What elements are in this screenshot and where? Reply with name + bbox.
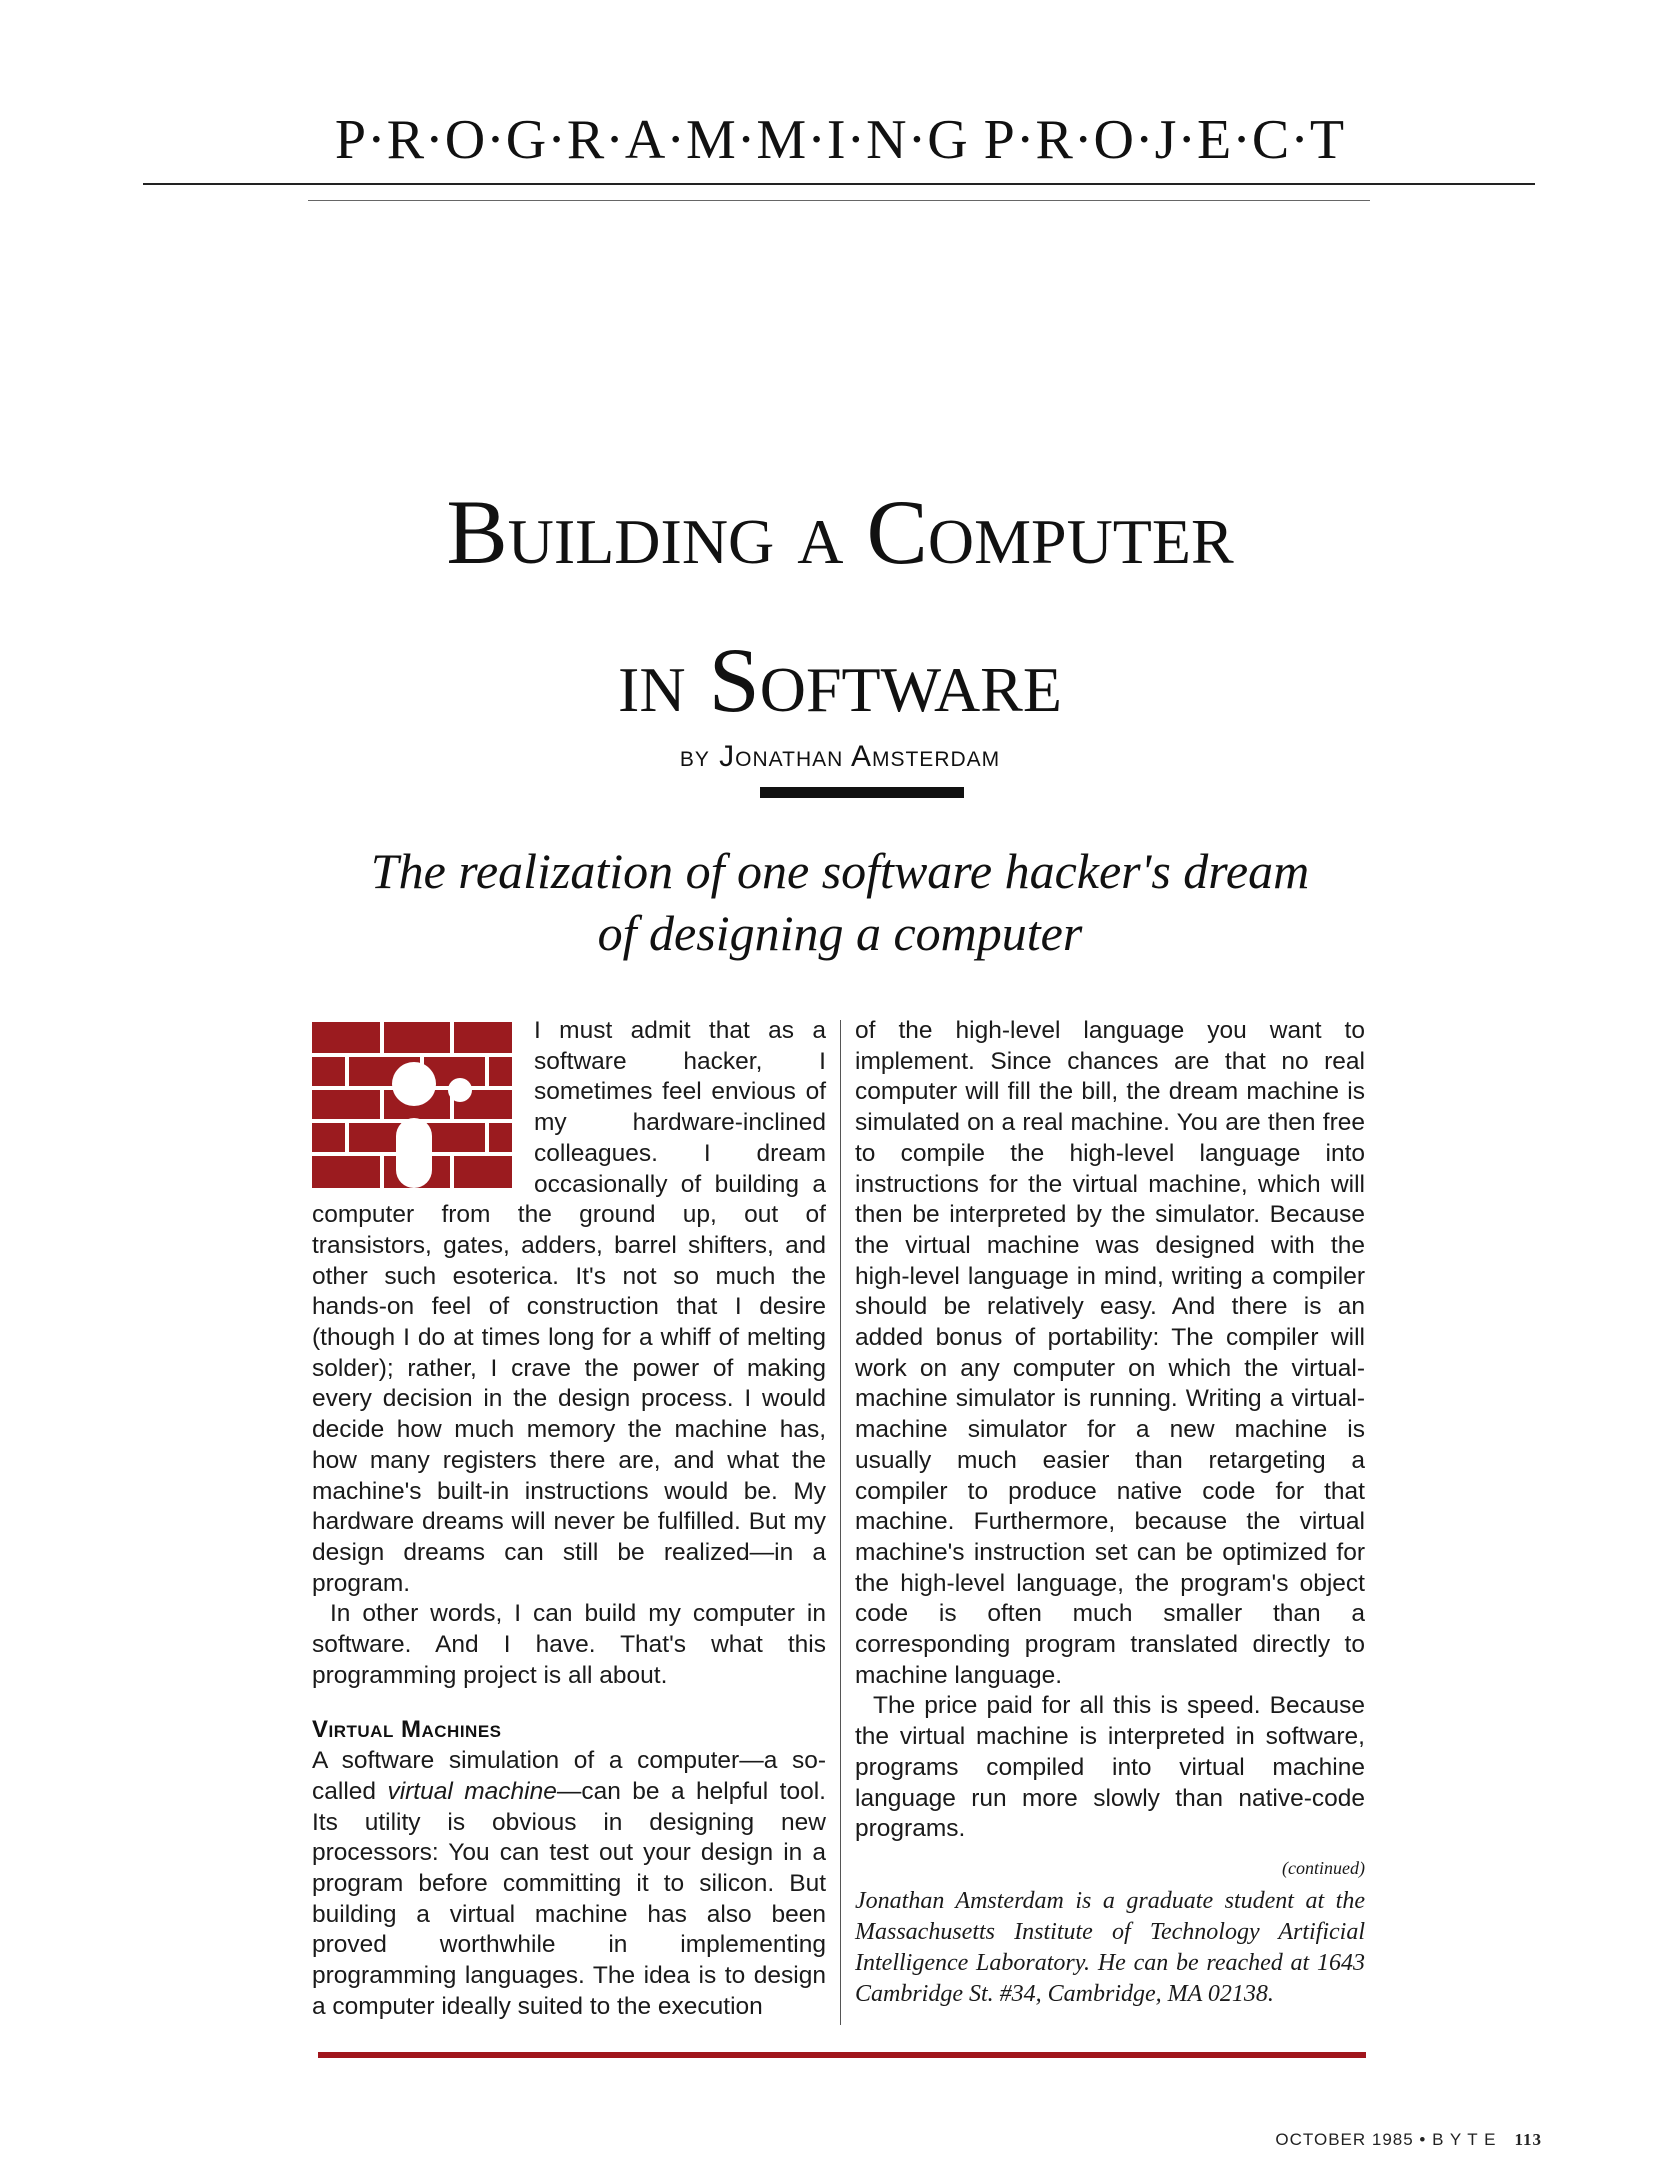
dropcap-brick-icon [312,1022,512,1188]
deck-line-1: The realization of one software hacker's dream [370,843,1310,899]
page-footer [1275,2130,1542,2150]
footer-red-rule [318,2052,1366,2058]
page-number: 113 [1514,2130,1542,2149]
paragraph-intro: I must admit that as a software hacker, I sometimes feel envious of my hardware-inclined colleagues. I dream occasionally of building a computer from the ground up, out of transistors, gates, adders, barrel shifters, and other such esoterica. It's not so much the hands-on feel of construction that I desire (though I do at times long for a whiff of melting solder); rather, I crave the power of making every decision in the design process. I would decide how much memory the machine has, how many registers there are, and what the machine's built-in instructions would be. My hardware dreams will never be fulfilled. But my design dreams can still be realized—in a program. [312,1017,826,1597]
title-line-2: in Software [618,629,1062,731]
subhead-virtual-machines: Virtual Machines [312,1716,502,1744]
byline-bar [760,787,964,798]
column-right [855,1016,1365,2010]
vm-text-a: A software simulation of a computer—a so-called [312,1747,826,1805]
vm-text-b: —can be a helpful tool. Its utility is obvious in designing new processors: You can test out your design in a program before committing it to silicon. But building a virtual machine has also been proved worthwhile in implementing programming languages. The idea is to design a computer ideally suited to the execution [312,1777,826,2020]
paragraph-high-level: of the high-level language you want to implement. Since chances are that no real computer will fill the bill, the dream machine is simulated on a real machine. You are then free to compile the high-level language into instructions for the virtual machine, which will then be interpreted by the simulator. Because the virtual machine was designed with the high-level language in mind, writing a compiler should be relatively easy. And there is an added bonus of portability: The compiler will work on any computer on which the virtual-machine simulator is running. Writing a virtual-machine simulator for a new machine is usually much easier than retargeting a compiler to produce native code for that machine. Furthermore, because the virtual machine's instruction set can be optimized for the high-level language, the program's object code is often much smaller than a corresponding program translated directly to machine language. [855,1017,1365,1689]
deck-line-2: of designing a computer [597,905,1083,961]
header-rule-thick [143,183,1535,185]
paragraph-price: The price paid for all this is speed. Because the virtual machine is interpreted in software, programs compiled into virtual machine language run more slowly than native-code programs. [855,1692,1365,1843]
vm-emphasis: virtual machine [387,1777,557,1805]
byline: by Jonathan Amsterdam [679,740,1001,773]
continued-note: (continued) [1282,1857,1365,1878]
column-divider [840,1020,841,2025]
footer-issue: OCTOBER 1985 • B Y T E [1275,2130,1497,2149]
paragraph-virtual-machine [312,1746,826,2022]
column-left [312,1016,826,2023]
title-line-1: Building a Computer [446,481,1234,583]
header-rule-thin [308,200,1370,201]
deck [0,840,1680,964]
paragraph-software: In other words, I can build my computer in software. And I have. That's what this programming project is all about. [312,1600,826,1689]
author-bio: Jonathan Amsterdam is a graduate student at the Massachusetts Institute of Technology Artificial Intelligence Laboratory. He can be reached at 1643 Cambridge St. #34, Cambridge, MA 02138. [855,1887,1365,2007]
article-title [0,458,1680,754]
section-header: P·R·O·G·R·A·M·M·I·N·G P·R·O·J·E·C·T [334,109,1346,171]
